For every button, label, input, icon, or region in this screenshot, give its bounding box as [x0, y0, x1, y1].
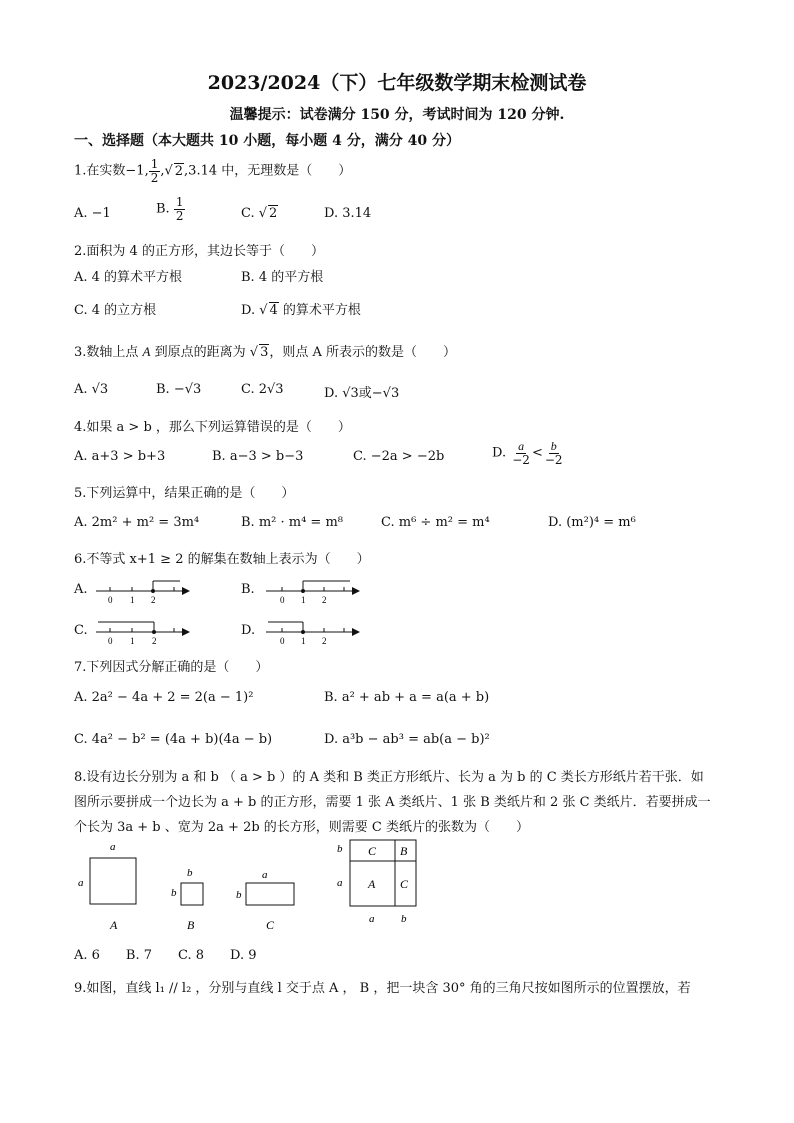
label-a: a — [78, 877, 84, 889]
q2-option-d[interactable]: D. √ 4 的算术平方根 — [241, 303, 361, 318]
label-b: b — [401, 913, 407, 925]
question-6-stem: 6.不等式 x+1 ≥ 2 的解集在数轴上表示为（ ） — [74, 552, 370, 567]
q1-option-b[interactable]: B. $\frac{1}{2}$ — [156, 195, 184, 223]
page-title: 2023/2024（下）七年级数学期末检测试卷 — [207, 72, 587, 94]
q6-numberline-b — [264, 575, 364, 605]
q3-option-b[interactable]: B. −√3 — [156, 382, 202, 397]
q7-option-d[interactable]: D. a³b − ab³ = ab(a − b)² — [324, 732, 490, 747]
q7-option-b[interactable]: B. a² + ab + a = a(a + b) — [324, 690, 490, 705]
cell-B: B — [400, 844, 408, 858]
cell-A: A — [368, 877, 376, 891]
cell-C-right: C — [400, 877, 409, 891]
q1-option-a[interactable]: A. −1 — [74, 206, 111, 221]
q1-option-b-fraction: $\frac{1}{2}$ — [175, 195, 184, 223]
q6-numberline-a — [94, 575, 194, 605]
tick-label: 1 — [130, 636, 135, 646]
q3-option-a[interactable]: A. √3 — [74, 382, 109, 397]
q1-pre: 1.在实数−1, — [74, 163, 149, 179]
question-7-stem: 7.下列因式分解正确的是（ ） — [74, 660, 269, 675]
q3-option-d[interactable]: D. √3或−√3 — [324, 386, 400, 401]
label-a: a — [110, 841, 116, 853]
label-a: a — [369, 913, 375, 925]
q2-option-c[interactable]: C. 4 的立方根 — [74, 303, 157, 318]
q5-option-b[interactable]: B. m² · m⁴ = m⁸ — [241, 515, 343, 530]
tick-label: 0 — [108, 595, 113, 605]
rect-c — [246, 883, 294, 905]
question-3-stem: 3.数轴上点 A 到原点的距离为 √ 3，则点 A 所表示的数是（ ） — [74, 344, 456, 360]
q7-option-a[interactable]: A. 2a² − 4a + 2 = 2(a − 1)² — [74, 690, 254, 705]
q6-option-d[interactable]: D. — [241, 623, 256, 638]
tick-label: 2 — [151, 595, 156, 605]
question-2-stem: 2.面积为 4 的正方形，其边长等于（ ） — [74, 244, 324, 259]
section-heading: 一、选择题（本大题共 10 小题，每小题 4 分，满分 40 分） — [74, 133, 460, 149]
question-8-line3: 个长为 3a + b 、宽为 2a + 2b 的长方形，则需要 C 类纸片的张数为（ ） — [74, 820, 530, 835]
label-a: a — [262, 869, 268, 881]
tick-label: 0 — [280, 636, 285, 646]
label-b: b — [236, 889, 242, 901]
question-1-stem — [74, 158, 351, 184]
q6-option-a[interactable]: A. — [74, 582, 88, 597]
label-piece-A: A — [110, 918, 118, 932]
q1-fraction: $\frac{1}{2}$ — [150, 157, 159, 185]
q2-option-a[interactable]: A. 4 的算术平方根 — [74, 270, 183, 285]
tick-label: 0 — [108, 636, 113, 646]
q4-option-a[interactable]: A. a+3 > b+3 — [74, 449, 166, 464]
question-5-stem: 5.下列运算中，结果正确的是（ ） — [74, 486, 295, 501]
question-8-line2: 图所示要拼成一个边长为 a + b 的正方形，需要 1 张 A 类纸片、1 张 B 类纸片和 2 张 C 类纸片．若要拼成一 — [74, 795, 711, 810]
tick-label: 0 — [280, 595, 285, 605]
q5-option-a[interactable]: A. 2m² + m² = 3m⁴ — [74, 515, 200, 530]
q6-option-c[interactable]: C. — [74, 623, 88, 638]
q1-mid: ,√ — [160, 163, 173, 179]
q4-option-b[interactable]: B. a−3 > b−3 — [212, 449, 304, 464]
question-9-line1: 9.如图，直线 l₁ // l₂ ，分别与直线 l 交于点 A ， B ，把一块含 30° 角的三角尺按如图所示的位置摆放，若 — [74, 981, 691, 996]
q3-option-c[interactable]: C. 2√3 — [241, 382, 284, 397]
tick-label: 1 — [130, 595, 135, 605]
q1-option-d[interactable]: D. 3.14 — [324, 206, 372, 221]
q2-option-b[interactable]: B. 4 的平方根 — [241, 270, 324, 285]
label-b: b — [187, 867, 193, 879]
label-piece-B: B — [187, 918, 195, 932]
q1-radicand: 2 — [174, 163, 184, 179]
label-b: b — [337, 843, 343, 855]
square-b — [181, 883, 203, 905]
tick-label: 2 — [322, 636, 327, 646]
q5-option-c[interactable]: C. m⁶ ÷ m² = m⁴ — [381, 515, 490, 530]
q6-numberline-c — [94, 616, 194, 646]
q1-option-c[interactable]: C. √ 2 — [241, 206, 278, 221]
q6-option-b[interactable]: B. — [241, 582, 255, 597]
q4-option-d[interactable]: D. $\frac{a}{-2}$ < $\frac{b}{-2}$ — [492, 439, 563, 467]
tick-label: 1 — [301, 595, 306, 605]
q5-option-d[interactable]: D. (m²)⁴ = m⁶ — [548, 515, 636, 530]
q1-post: ,3.14 中，无理数是（ ） — [184, 163, 352, 179]
q4-option-c[interactable]: C. −2a > −2b — [353, 449, 445, 464]
tick-label: 1 — [301, 636, 306, 646]
label-b: b — [171, 887, 177, 899]
q8-assembled-square — [333, 834, 428, 928]
q6-numberline-d — [264, 616, 364, 646]
cell-C-top: C — [368, 844, 377, 858]
q8-pieces-figure — [72, 838, 332, 936]
label-piece-C: C — [266, 918, 275, 932]
question-4-stem: 4.如果 a > b ，那么下列运算错误的是（ ） — [74, 420, 351, 435]
label-a: a — [337, 877, 343, 889]
tick-label: 2 — [322, 595, 327, 605]
q7-option-c[interactable]: C. 4a² − b² = (4a + b)(4a − b) — [74, 732, 273, 747]
square-a — [90, 858, 136, 904]
exam-tip: 温馨提示：试卷满分 150 分，考试时间为 120 分钟. — [229, 107, 565, 123]
q8-options[interactable]: A. 6 B. 7 C. 8 D. 9 — [74, 948, 257, 963]
question-8-line1: 8.设有边长分别为 a 和 b （ a > b ）的 A 类和 B 类正方形纸片、长为 a 为 b 的 C 类长方形纸片若干张．如 — [74, 770, 704, 785]
tick-label: 2 — [152, 636, 157, 646]
